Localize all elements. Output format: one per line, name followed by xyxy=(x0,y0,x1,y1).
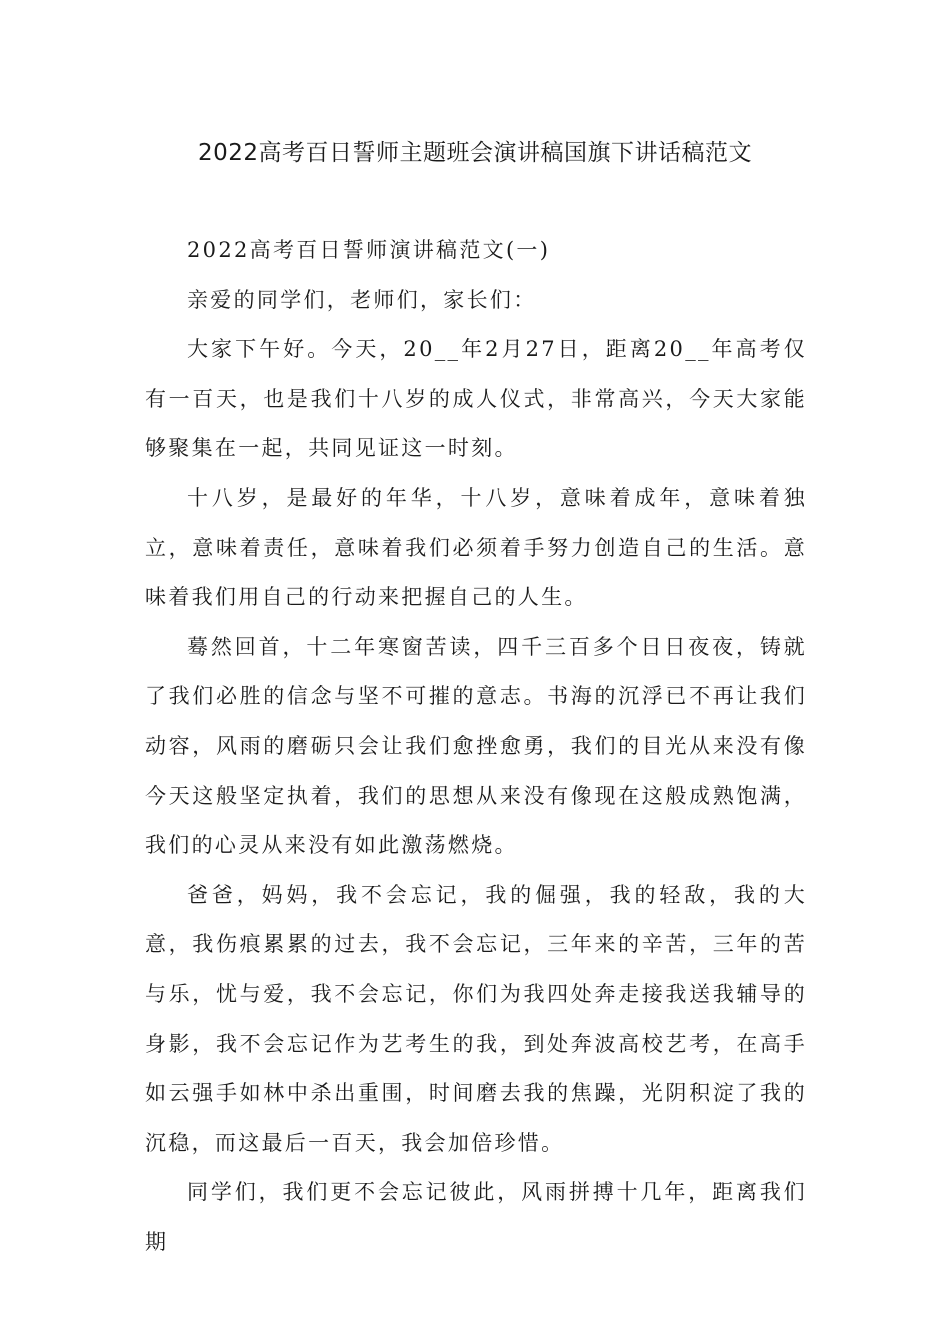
paragraph: 十八岁，是最好的年华，十八岁，意味着成年，意味着独立，意味着责任，意味着我们必须着手努力创造自己的生活。意味着我们用自己的行动来把握自己的人生。 xyxy=(145,485,807,610)
document-body xyxy=(145,226,807,1267)
paragraph: 爸爸，妈妈，我不会忘记，我的倔强，我的轻敌，我的大意，我伤痕累累的过去，我不会忘记，三年来的辛苦，三年的苦与乐，忧与爱，我不会忘记，你们为我四处奔走接我送我辅导的身影，我不会忘记作为艺考生的我，到处奔波高校艺考，在高手如云强手如林中杀出重围，时间磨去我的焦躁，光阴积淀了我的沉稳，而这最后一百天，我会加倍珍惜。 xyxy=(145,882,807,1155)
paragraph: 同学们，我们更不会忘记彼此，风雨拼搏十几年，距离我们期 xyxy=(145,1180,807,1254)
document-title: 2022高考百日誓师主题班会演讲稿国旗下讲话稿范文 xyxy=(197,140,753,166)
salutation: 亲爱的同学们，老师们，家长们： xyxy=(187,287,537,312)
section-heading: 2022高考百日誓师演讲稿范文(一) xyxy=(187,238,551,262)
paragraph: 大家下午好。今天，20__年2月27日，距离20__年高考仅有一百天，也是我们十八岁的成人仪式，非常高兴，今天大家能够聚集在一起，共同见证这一时刻。 xyxy=(145,337,807,461)
paragraph: 蓦然回首，十二年寒窗苦读，四千三百多个日日夜夜，铸就了我们必胜的信念与坚不可摧的意志。书海的沉浮已不再让我们动容，风雨的磨砺只会让我们愈挫愈勇，我们的目光从来没有像今天这般坚定执着，我们的思想从来没有像现在这般成熟饱满，我们的心灵从来没有如此激荡燃烧。 xyxy=(145,634,807,858)
